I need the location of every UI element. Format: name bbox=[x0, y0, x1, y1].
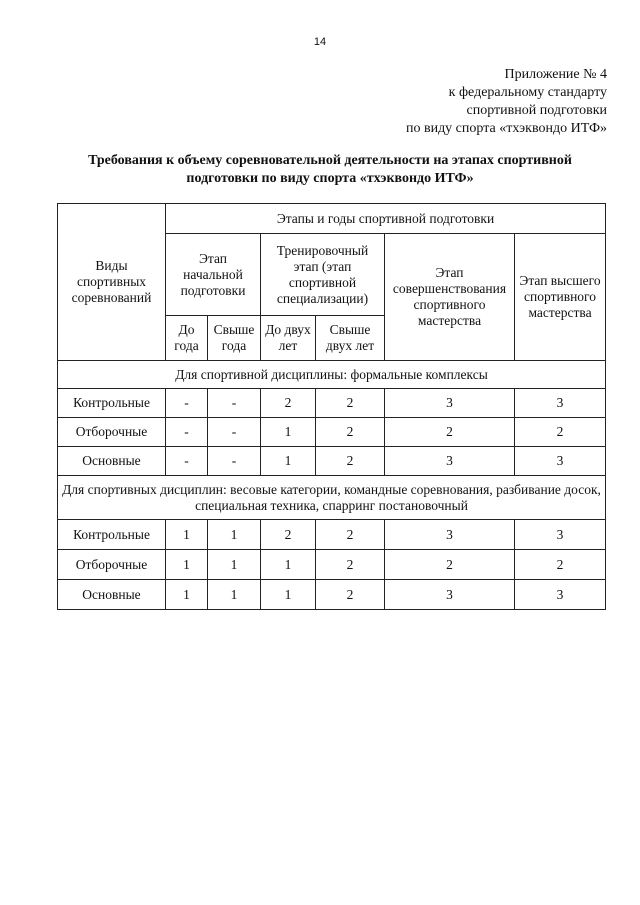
cell-value: - bbox=[166, 389, 208, 418]
header-sub-up-to-year: До года bbox=[166, 316, 208, 361]
header-stages-years: Этапы и годы спортивной подготовки bbox=[166, 204, 606, 234]
cell-value: 2 bbox=[261, 389, 316, 418]
cell-value: 2 bbox=[316, 389, 385, 418]
appendix-line: Приложение № 4 bbox=[504, 67, 607, 82]
header-stage-training: Тренировочный этап (этап спортивной специализации) bbox=[261, 234, 385, 316]
table-row bbox=[58, 418, 606, 447]
cell-value: 3 bbox=[515, 580, 606, 610]
table-row bbox=[58, 389, 606, 418]
header-sub-up-to-two: До двух лет bbox=[261, 316, 316, 361]
header-stage-highest: Этап высшего спортивного мастерства bbox=[515, 234, 606, 361]
row-name: Отборочные bbox=[58, 418, 166, 447]
cell-value: 3 bbox=[385, 580, 515, 610]
header-stage-initial: Этап начальной подготовки bbox=[166, 234, 261, 316]
title-line: подготовки по виду спорта «тхэквондо ИТФ» bbox=[186, 171, 474, 186]
cell-value: 1 bbox=[261, 580, 316, 610]
header-sub-over-two: Свыше двух лет bbox=[316, 316, 385, 361]
row-name: Отборочные bbox=[58, 550, 166, 580]
appendix-line: к федеральному стандарту bbox=[448, 85, 607, 100]
cell-value: 2 bbox=[261, 520, 316, 550]
cell-value: - bbox=[166, 447, 208, 476]
cell-value: 1 bbox=[261, 418, 316, 447]
cell-value: 3 bbox=[515, 389, 606, 418]
row-name: Контрольные bbox=[58, 389, 166, 418]
cell-value: 2 bbox=[385, 418, 515, 447]
table-row bbox=[58, 550, 606, 580]
requirements-table bbox=[57, 203, 606, 610]
cell-value: 1 bbox=[166, 550, 208, 580]
row-name: Контрольные bbox=[58, 520, 166, 550]
cell-value: 2 bbox=[316, 550, 385, 580]
cell-value: 2 bbox=[316, 520, 385, 550]
cell-value: 1 bbox=[261, 447, 316, 476]
document-title bbox=[40, 152, 620, 188]
appendix-header bbox=[406, 66, 607, 138]
cell-value: 1 bbox=[166, 580, 208, 610]
cell-value: - bbox=[208, 389, 261, 418]
cell-value: - bbox=[208, 447, 261, 476]
table-row bbox=[58, 580, 606, 610]
cell-value: 2 bbox=[515, 550, 606, 580]
appendix-line: по виду спорта «тхэквондо ИТФ» bbox=[405, 121, 607, 136]
cell-value: 3 bbox=[515, 447, 606, 476]
cell-value: 1 bbox=[166, 520, 208, 550]
cell-value: 1 bbox=[261, 550, 316, 580]
cell-value: 2 bbox=[316, 447, 385, 476]
row-name: Основные bbox=[58, 447, 166, 476]
cell-value: 3 bbox=[385, 520, 515, 550]
cell-value: - bbox=[208, 418, 261, 447]
cell-value: 2 bbox=[316, 418, 385, 447]
table-row bbox=[58, 447, 606, 476]
section-title: Для спортивных дисциплин: весовые категории, командные соревнования, разбивание досок, специальная техника, спарринг постановочный bbox=[58, 476, 606, 520]
cell-value: 1 bbox=[208, 580, 261, 610]
cell-value: 1 bbox=[208, 520, 261, 550]
title-line: Требования к объему соревновательной деятельности на этапах спортивной bbox=[88, 153, 572, 168]
section-title: Для спортивной дисциплины: формальные комплексы bbox=[58, 361, 606, 389]
table-row bbox=[58, 520, 606, 550]
header-sub-over-year: Свыше года bbox=[208, 316, 261, 361]
cell-value: 2 bbox=[515, 418, 606, 447]
header-stage-perfection: Этап совершенствования спортивного мастерства bbox=[385, 234, 515, 361]
cell-value: 3 bbox=[515, 520, 606, 550]
cell-value: - bbox=[166, 418, 208, 447]
cell-value: 2 bbox=[385, 550, 515, 580]
row-name: Основные bbox=[58, 580, 166, 610]
appendix-line: спортивной подготовки bbox=[466, 103, 607, 118]
cell-value: 1 bbox=[208, 550, 261, 580]
page-number: 14 bbox=[313, 36, 327, 48]
header-kinds: Виды спортивных соревнований bbox=[58, 204, 166, 361]
cell-value: 3 bbox=[385, 447, 515, 476]
cell-value: 3 bbox=[385, 389, 515, 418]
cell-value: 2 bbox=[316, 580, 385, 610]
